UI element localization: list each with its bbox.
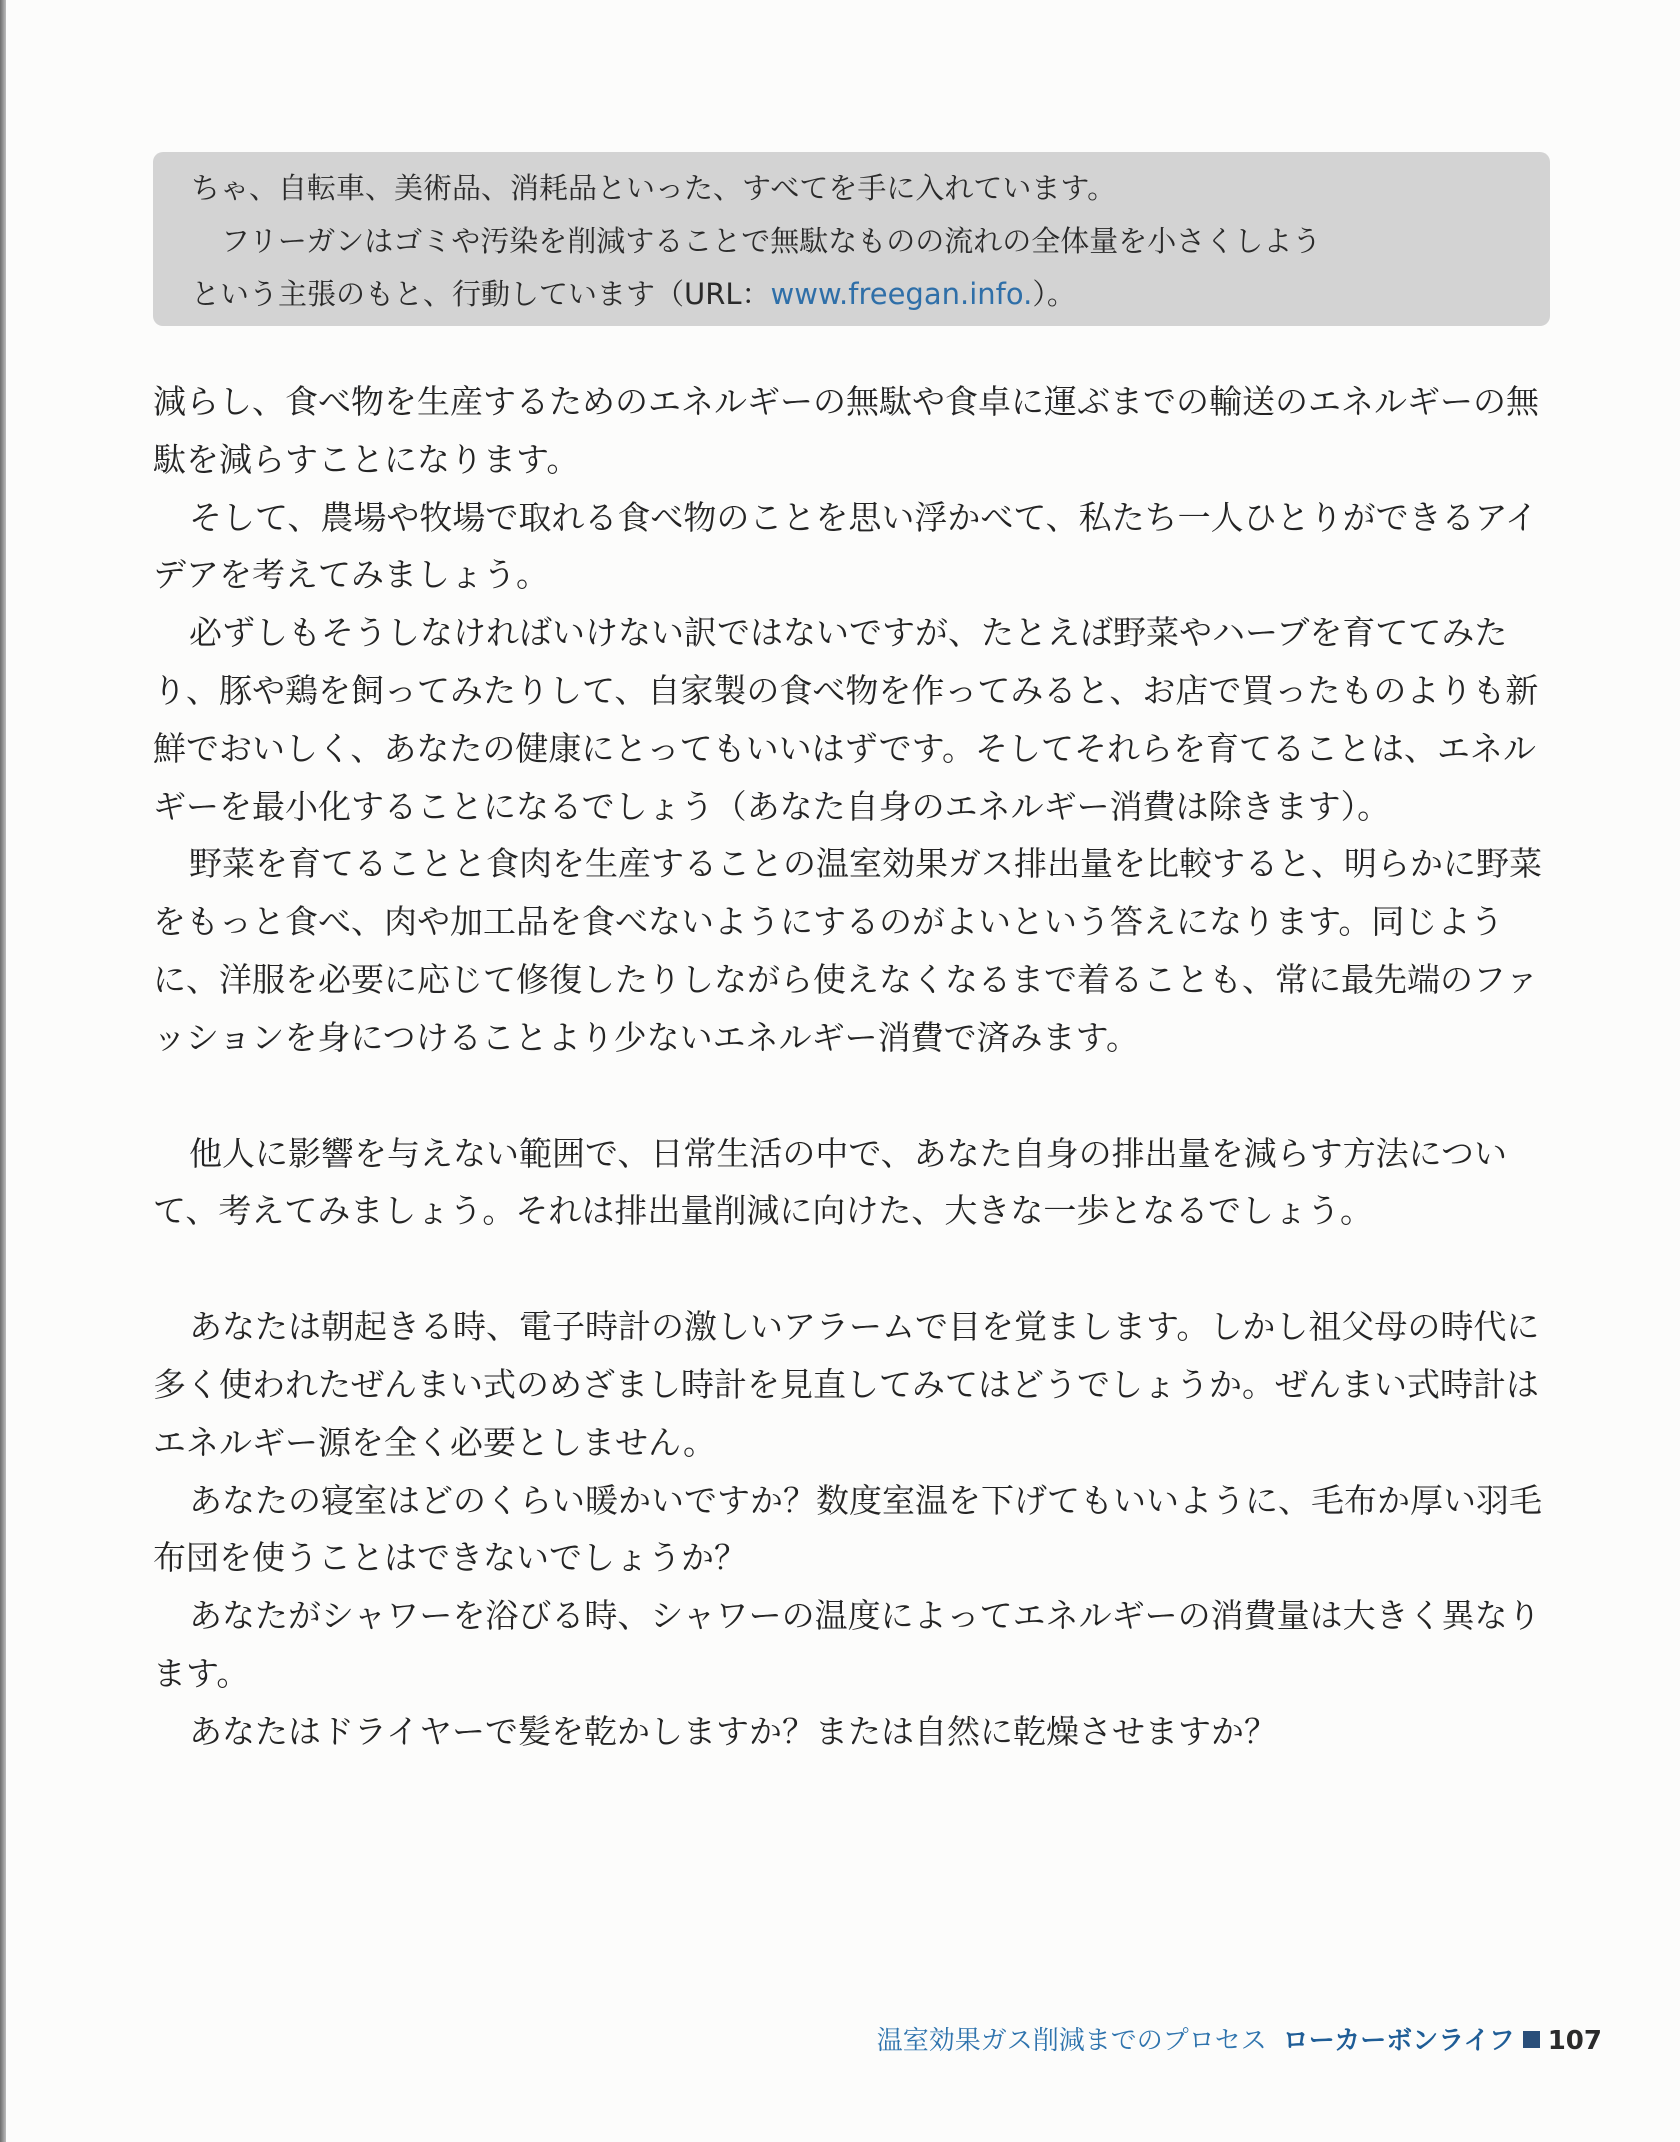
- freegan-url-link[interactable]: www.freegan.info.: [770, 277, 1033, 311]
- sidebar-line-1: ちゃ、自転車、美術品、消耗品といった、すべてを手に入れています。: [191, 171, 1117, 205]
- page-number: 107: [1547, 2026, 1602, 2056]
- sidebar-line-2: フリーガンはゴミや汚染を削減することで無駄なものの流れの全体量を小さくしよう: [221, 224, 1322, 258]
- paragraph-1: 減らし、食べ物を生産するためのエネルギーの無駄や食卓に運ぶまでの輸送のエネルギーの無駄を減らすことになります。: [153, 382, 1539, 479]
- square-bullet-icon: [1523, 2031, 1540, 2048]
- footer-section-title: 温室効果ガス削減までのプロセス: [876, 2026, 1267, 2056]
- paragraph-7: あなたの寝室はどのくらい暖かいですか？数度室温を下げてもいいように、毛布か厚い羽毛布団を使うことはできないでしょうか？: [153, 1480, 1542, 1578]
- main-body-text: [153, 373, 1553, 1761]
- binding-edge: [0, 0, 6, 2142]
- paragraph-3: 必ずしもそうしなければいけない訳ではないですが、たとえば野菜やハーブを育ててみたり、豚や鶏を飼ってみたりして、自家製の食べ物を作ってみると、お店で買ったものよりも新鮮でおいしく、あなたの健康にとってもいいはずです。そしてそれらを育てることは、エネルギーを最小化することになるでしょう（あなた自身のエネルギー消費は除きます）。: [153, 613, 1539, 826]
- section-gap: [153, 1240, 1553, 1298]
- sidebar-text-before-url: という主張のもと、行動しています（URL：: [191, 277, 771, 311]
- sidebar-line-3: [191, 268, 1512, 321]
- paragraph-8: あなたがシャワーを浴びる時、シャワーの温度によってエネルギーの消費量は大きく異なります。: [153, 1596, 1541, 1693]
- section-gap: [153, 1067, 1553, 1125]
- footer-book-title: ローカーボンライフ: [1282, 2026, 1515, 2056]
- sidebar-text-after-url: ）。: [1032, 277, 1076, 311]
- paragraph-9: あなたはドライヤーで髪を乾かしますか？または自然に乾燥させますか？: [189, 1711, 1278, 1751]
- page-footer: [877, 2020, 1602, 2057]
- freegan-sidebar-box: [153, 152, 1550, 326]
- paragraph-5: 他人に影響を与えない範囲で、日常生活の中で、あなた自身の排出量を減らす方法について、考えてみましょう。それは排出量削減に向けた、大きな一歩となるでしょう。: [153, 1133, 1508, 1231]
- paragraph-6: あなたは朝起きる時、電子時計の激しいアラームで目を覚まします。しかし祖父母の時代に多く使われたぜんまい式のめざまし時計を見直してみてはどうでしょうか。ぜんまい式時計はエネルギー源を全く必要としません。: [153, 1307, 1540, 1462]
- paragraph-4: 野菜を育てることと食肉を生産することの温室効果ガス排出量を比較すると、明らかに野菜をもっと食べ、肉や加工品を食べないようにするのがよいという答えになります。同じように、洋服を必要に応じて修復したりしながら使えなくなるまで着ることも、常に最先端のファッションを身につけることより少ないエネルギー消費で済みます。: [153, 844, 1542, 1057]
- paragraph-2: そして、農場や牧場で取れる食べ物のことを思い浮かべて、私たち一人ひとりができるアイデアを考えてみましょう。: [153, 497, 1538, 595]
